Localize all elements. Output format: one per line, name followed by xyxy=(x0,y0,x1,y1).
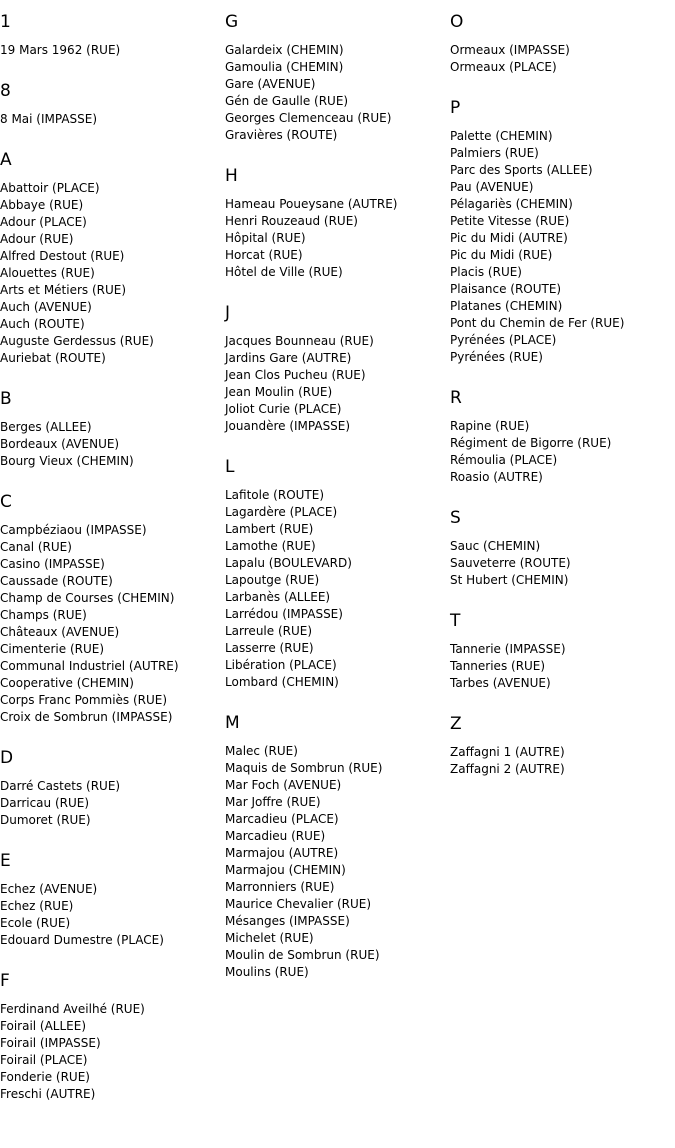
section-letter-heading: Z xyxy=(450,714,462,734)
street-link[interactable]: Auch (ROUTE) xyxy=(0,317,85,331)
street-link[interactable]: Georges Clemenceau (RUE) xyxy=(225,111,392,125)
letter-group xyxy=(0,748,225,829)
street-link[interactable]: Horcat (RUE) xyxy=(225,248,303,262)
letter-group xyxy=(0,389,225,470)
street-link[interactable]: Lamothe (RUE) xyxy=(225,539,316,553)
street-list xyxy=(0,778,225,829)
section-letter-heading: S xyxy=(450,508,461,528)
street-link[interactable]: Arts et Métiers (RUE) xyxy=(0,283,127,297)
section-letter-heading: T xyxy=(450,611,461,631)
letter-group xyxy=(225,12,450,144)
street-list xyxy=(0,419,225,470)
street-link[interactable]: Libération (PLACE) xyxy=(225,658,337,672)
section-letter-heading: G xyxy=(225,12,239,32)
street-link[interactable]: Zaffagni 1 (AUTRE) xyxy=(450,745,565,759)
street-link[interactable]: Marmajou (CHEMIN) xyxy=(225,863,346,877)
street-link[interactable]: Mar Joffre (RUE) xyxy=(225,795,321,809)
section-letter-heading: 1 xyxy=(0,12,11,32)
street-link[interactable]: Régiment de Bigorre (RUE) xyxy=(450,436,612,450)
section-letter-heading: P xyxy=(450,98,461,118)
letter-group xyxy=(0,492,225,726)
letter-group xyxy=(0,150,225,367)
street-link[interactable]: Hôpital (RUE) xyxy=(225,231,306,245)
letter-group xyxy=(450,611,675,692)
street-index-column-3 xyxy=(450,0,675,800)
street-link[interactable]: Maurice Chevalier (RUE) xyxy=(225,897,372,911)
street-link[interactable]: Caussade (ROUTE) xyxy=(0,574,113,588)
street-link[interactable]: Adour (RUE) xyxy=(0,232,74,246)
section-letter-heading: R xyxy=(450,388,462,408)
street-link[interactable]: Gén de Gaulle (RUE) xyxy=(225,94,349,108)
street-list xyxy=(0,180,225,367)
street-link[interactable]: Pic du Midi (RUE) xyxy=(450,248,553,262)
street-link[interactable]: Larrédou (IMPASSE) xyxy=(225,607,343,621)
street-link[interactable]: Moulins (RUE) xyxy=(225,965,309,979)
street-index-column-2 xyxy=(225,0,450,1003)
street-link[interactable]: Bordeaux (AVENUE) xyxy=(0,437,120,451)
street-link[interactable]: Henri Rouzeaud (RUE) xyxy=(225,214,358,228)
street-link[interactable]: Auguste Gerdessus (RUE) xyxy=(0,334,154,348)
street-link[interactable]: Tarbes (AVENUE) xyxy=(450,676,551,690)
street-link[interactable]: St Hubert (CHEMIN) xyxy=(450,573,569,587)
street-link[interactable]: Galardeix (CHEMIN) xyxy=(225,43,344,57)
section-letter-heading: 8 xyxy=(0,81,11,101)
street-link[interactable]: Darré Castets (RUE) xyxy=(0,779,121,793)
section-letter-heading: A xyxy=(0,150,12,170)
section-letter-heading: M xyxy=(225,713,240,733)
street-link[interactable]: Abattoir (PLACE) xyxy=(0,181,100,195)
street-list xyxy=(0,1001,225,1103)
street-link[interactable]: Auch (AVENUE) xyxy=(0,300,92,314)
street-link[interactable]: Casino (IMPASSE) xyxy=(0,557,105,571)
section-letter-heading: J xyxy=(225,303,231,323)
letter-group xyxy=(450,508,675,589)
street-link[interactable]: Abbaye (RUE) xyxy=(0,198,84,212)
street-link[interactable]: Adour (PLACE) xyxy=(0,215,87,229)
street-link[interactable]: Placis (RUE) xyxy=(450,265,522,279)
street-link[interactable]: Sauveterre (ROUTE) xyxy=(450,556,571,570)
street-link[interactable]: Rémoulia (PLACE) xyxy=(450,453,558,467)
street-link[interactable]: Echez (AVENUE) xyxy=(0,882,98,896)
street-link[interactable]: 19 Mars 1962 (RUE) xyxy=(0,43,121,57)
street-link[interactable]: Mar Foch (AVENUE) xyxy=(225,778,342,792)
street-link[interactable]: Châteaux (AVENUE) xyxy=(0,625,120,639)
street-link[interactable]: Foirail (PLACE) xyxy=(0,1053,88,1067)
street-link[interactable]: Alfred Destout (RUE) xyxy=(0,249,125,263)
street-list xyxy=(225,487,450,691)
street-link[interactable]: Moulin de Sombrun (RUE) xyxy=(225,948,380,962)
street-link[interactable]: Lapalu (BOULEVARD) xyxy=(225,556,352,570)
letter-group xyxy=(0,12,225,59)
street-link[interactable]: Foirail (IMPASSE) xyxy=(0,1036,101,1050)
street-link[interactable]: Pyrénées (RUE) xyxy=(450,350,543,364)
street-link[interactable]: Lapoutge (RUE) xyxy=(225,573,320,587)
letter-group xyxy=(450,388,675,486)
letter-group xyxy=(450,98,675,366)
street-link[interactable]: Pont du Chemin de Fer (RUE) xyxy=(450,316,625,330)
street-link[interactable]: Marcadieu (PLACE) xyxy=(225,812,339,826)
street-link[interactable]: Jean Clos Pucheu (RUE) xyxy=(225,368,366,382)
letter-group xyxy=(225,303,450,435)
street-link[interactable]: Jean Moulin (RUE) xyxy=(225,385,333,399)
street-link[interactable]: Parc des Sports (ALLEE) xyxy=(450,163,593,177)
street-link[interactable]: Zaffagni 2 (AUTRE) xyxy=(450,762,565,776)
street-link[interactable]: Gare (AVENUE) xyxy=(225,77,316,91)
street-list xyxy=(0,881,225,949)
street-link[interactable]: Alouettes (RUE) xyxy=(0,266,95,280)
street-link[interactable]: Palette (CHEMIN) xyxy=(450,129,553,143)
street-link[interactable]: Auriebat (ROUTE) xyxy=(0,351,106,365)
street-list xyxy=(0,42,225,59)
street-link[interactable]: Jardins Gare (AUTRE) xyxy=(225,351,352,365)
street-link[interactable]: Berges (ALLEE) xyxy=(0,420,92,434)
street-link[interactable]: Ormeaux (IMPASSE) xyxy=(450,43,570,57)
street-link[interactable]: Plaisance (ROUTE) xyxy=(450,282,562,296)
street-link[interactable]: Jouandère (IMPASSE) xyxy=(225,419,351,433)
street-list xyxy=(225,196,450,281)
street-link[interactable]: Communal Industriel (AUTRE) xyxy=(0,659,179,673)
street-link[interactable]: Dumoret (RUE) xyxy=(0,813,91,827)
street-link[interactable]: Malec (RUE) xyxy=(225,744,298,758)
street-link[interactable]: Canal (RUE) xyxy=(0,540,72,554)
street-link[interactable]: Joliot Curie (PLACE) xyxy=(225,402,342,416)
street-link[interactable]: Tannerie (IMPASSE) xyxy=(450,642,566,656)
street-link[interactable]: Lambert (RUE) xyxy=(225,522,314,536)
street-list xyxy=(0,522,225,726)
street-link[interactable]: Jacques Bounneau (RUE) xyxy=(225,334,374,348)
street-list xyxy=(225,333,450,435)
street-link[interactable]: Lafitole (ROUTE) xyxy=(225,488,325,502)
street-link[interactable]: Marmajou (AUTRE) xyxy=(225,846,339,860)
street-link[interactable]: Pau (AVENUE) xyxy=(450,180,534,194)
street-link[interactable]: Cimenterie (RUE) xyxy=(0,642,105,656)
street-list xyxy=(450,418,675,486)
street-link[interactable]: Marcadieu (RUE) xyxy=(225,829,326,843)
street-link[interactable]: Croix de Sombrun (IMPASSE) xyxy=(0,710,173,724)
section-letter-heading: C xyxy=(0,492,12,512)
street-link[interactable]: Freschi (AUTRE) xyxy=(0,1087,96,1101)
street-link[interactable]: Echez (RUE) xyxy=(0,899,74,913)
street-link[interactable]: Mésanges (IMPASSE) xyxy=(225,914,350,928)
street-list xyxy=(225,743,450,981)
street-link[interactable]: Lasserre (RUE) xyxy=(225,641,314,655)
letter-group xyxy=(225,166,450,281)
street-link[interactable]: Hôtel de Ville (RUE) xyxy=(225,265,343,279)
street-link[interactable]: Michelet (RUE) xyxy=(225,931,314,945)
street-link[interactable]: Ecole (RUE) xyxy=(0,916,71,930)
street-link[interactable]: Cooperative (CHEMIN) xyxy=(0,676,134,690)
street-link[interactable]: Ormeaux (PLACE) xyxy=(450,60,557,74)
street-index-column-1 xyxy=(0,0,225,1125)
street-link[interactable]: Pic du Midi (AUTRE) xyxy=(450,231,568,245)
street-list xyxy=(450,538,675,589)
street-link[interactable]: Champ de Courses (CHEMIN) xyxy=(0,591,175,605)
section-letter-heading: L xyxy=(225,457,235,477)
letter-group xyxy=(0,971,225,1103)
street-link[interactable]: Campbéziaou (IMPASSE) xyxy=(0,523,147,537)
street-link[interactable]: Palmiers (RUE) xyxy=(450,146,539,160)
section-letter-heading: E xyxy=(0,851,11,871)
street-link[interactable]: Larreule (RUE) xyxy=(225,624,313,638)
street-list xyxy=(0,111,225,128)
letter-group xyxy=(450,714,675,778)
street-link[interactable]: Lagardère (PLACE) xyxy=(225,505,338,519)
letter-group xyxy=(225,713,450,981)
street-link[interactable]: Champs (RUE) xyxy=(0,608,87,622)
section-letter-heading: B xyxy=(0,389,12,409)
street-link[interactable]: Marronniers (RUE) xyxy=(225,880,335,894)
street-list xyxy=(450,744,675,778)
street-list xyxy=(450,42,675,76)
street-link[interactable]: Sauc (CHEMIN) xyxy=(450,539,541,553)
street-link[interactable]: Corps Franc Pommiès (RUE) xyxy=(0,693,168,707)
section-letter-heading: F xyxy=(0,971,10,991)
letter-group xyxy=(0,851,225,949)
street-link[interactable]: Pélagariès (CHEMIN) xyxy=(450,197,573,211)
street-link[interactable]: Ferdinand Aveilhé (RUE) xyxy=(0,1002,145,1016)
street-link[interactable]: Darricau (RUE) xyxy=(0,796,90,810)
street-list xyxy=(450,128,675,366)
street-link[interactable]: Gravières (ROUTE) xyxy=(225,128,338,142)
street-link[interactable]: Lombard (CHEMIN) xyxy=(225,675,339,689)
section-letter-heading: O xyxy=(450,12,464,32)
street-link[interactable]: Rapine (RUE) xyxy=(450,419,530,433)
street-link[interactable]: Hameau Poueysane (AUTRE) xyxy=(225,197,398,211)
street-link[interactable]: Maquis de Sombrun (RUE) xyxy=(225,761,383,775)
street-link[interactable]: Petite Vitesse (RUE) xyxy=(450,214,570,228)
section-letter-heading: D xyxy=(0,748,14,768)
street-link[interactable]: Tanneries (RUE) xyxy=(450,659,546,673)
section-letter-heading: H xyxy=(225,166,238,186)
letter-group xyxy=(0,81,225,128)
street-link[interactable]: Bourg Vieux (CHEMIN) xyxy=(0,454,134,468)
street-link[interactable]: Pyrénées (PLACE) xyxy=(450,333,557,347)
street-link[interactable]: Fonderie (RUE) xyxy=(0,1070,90,1084)
street-link[interactable]: Gamoulia (CHEMIN) xyxy=(225,60,344,74)
street-list xyxy=(225,42,450,144)
street-link[interactable]: Edouard Dumestre (PLACE) xyxy=(0,933,164,947)
street-list xyxy=(450,641,675,692)
street-link[interactable]: Platanes (CHEMIN) xyxy=(450,299,563,313)
letter-group xyxy=(450,12,675,76)
street-link[interactable]: Foirail (ALLEE) xyxy=(0,1019,87,1033)
letter-group xyxy=(225,457,450,691)
street-link[interactable]: Larbanès (ALLEE) xyxy=(225,590,331,604)
street-link[interactable]: 8 Mai (IMPASSE) xyxy=(0,112,98,126)
street-link[interactable]: Roasio (AUTRE) xyxy=(450,470,543,484)
